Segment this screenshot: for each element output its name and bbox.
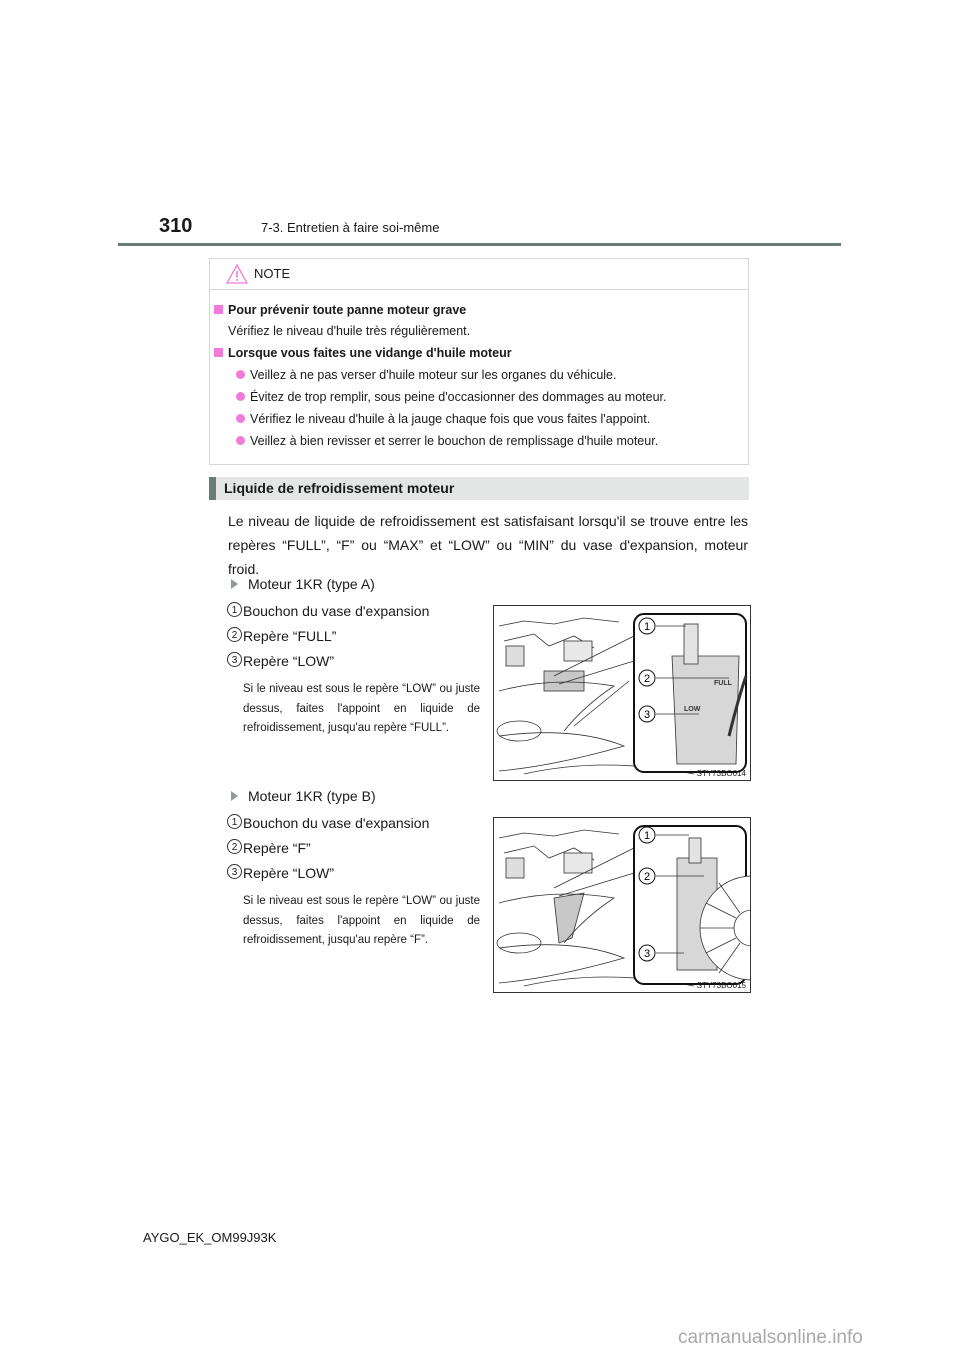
- round-bullet-icon: [236, 436, 245, 445]
- note-box: [209, 258, 749, 465]
- figure-code: STY73BO015: [696, 981, 746, 990]
- svg-text:2: 2: [643, 871, 651, 883]
- svg-text:3: 3: [643, 948, 651, 960]
- page-number: 310: [159, 215, 193, 237]
- note-heading-2: Lorsque vous faites une vidange d'huile moteur: [214, 346, 512, 360]
- svg-text:FULL: FULL: [714, 680, 732, 687]
- engine-a-item-2: 2 Repère “FULL”: [243, 628, 336, 644]
- engine-b-item-3: 3 Repère “LOW”: [243, 865, 334, 881]
- note-bullet: Veillez à bien revisser et serrer le bouchon de remplissage d'huile moteur.: [236, 434, 658, 448]
- note-bullet: Évitez de trop remplir, sous peine d'occasionner des dommages au moteur.: [236, 390, 667, 404]
- engine-b-title: Moteur 1KR (type B): [231, 788, 376, 804]
- warning-triangle-icon: [226, 264, 248, 284]
- engine-b-item-2: 2 Repère “F”: [243, 840, 311, 856]
- svg-text:3: 3: [643, 709, 651, 721]
- number-1-icon: 1: [227, 602, 242, 617]
- square-bullet-icon: [214, 348, 223, 357]
- note-text-1: Vérifiez le niveau d'huile très régulièrement.: [228, 324, 471, 338]
- engine-b-item-1: 1 Bouchon du vase d'expansion: [243, 815, 429, 831]
- number-3-icon: 3: [227, 652, 242, 667]
- note-header: [210, 259, 748, 290]
- figure-engine-b: [493, 817, 751, 993]
- section-intro: Le niveau de liquide de refroidissement est satisfaisant lorsqu'il se trouve entre les repères “FULL”, “F” ou “MAX” et “LOW” ou “MIN” du vase d'expansion, moteur froid.: [228, 513, 748, 577]
- figure-code: STY73BO014: [696, 769, 746, 778]
- engine-a-title: Moteur 1KR (type A): [231, 576, 375, 592]
- svg-text:1: 1: [643, 830, 651, 842]
- note-bullet: Veillez à ne pas verser d'huile moteur sur les organes du véhicule.: [236, 368, 616, 382]
- note-bullet: Vérifiez le niveau d'huile à la jauge chaque fois que vous faites l'appoint.: [236, 412, 650, 426]
- section-header: [209, 477, 749, 500]
- engine-b-note: Si le niveau est sous le repère “LOW” ou juste dessus, faites l'appoint en liquide de refroidissement, jusqu'au repère “F”.: [243, 895, 480, 946]
- number-3-icon: 3: [227, 864, 242, 879]
- triangle-bullet-icon: [231, 791, 238, 801]
- triangle-bullet-icon: [231, 579, 238, 589]
- round-bullet-icon: [236, 414, 245, 423]
- note-heading-1: Pour prévenir toute panne moteur grave: [214, 303, 466, 317]
- engine-a-item-1: 1 Bouchon du vase d'expansion: [243, 603, 429, 619]
- section-reference: 7-3. Entretien à faire soi-même: [261, 220, 440, 235]
- svg-text:1: 1: [643, 621, 651, 633]
- document-code: AYGO_EK_OM99J93K: [143, 1230, 277, 1245]
- number-2-icon: 2: [227, 627, 242, 642]
- coolant-reservoir-illustration: [494, 818, 751, 993]
- svg-text:LOW: LOW: [684, 706, 701, 713]
- note-title: NOTE: [254, 266, 291, 281]
- section-title: Liquide de refroidissement moteur: [224, 480, 455, 496]
- round-bullet-icon: [236, 392, 245, 401]
- watermark-link[interactable]: carmanualsonline.info: [678, 1327, 863, 1348]
- figure-engine-a: [493, 605, 751, 781]
- header-rule: [118, 243, 841, 246]
- round-bullet-icon: [236, 370, 245, 379]
- engine-a-note: Si le niveau est sous le repère “LOW” ou juste dessus, faites l'appoint en liquide de refroidissement, jusqu'au repère “FULL”.: [243, 683, 480, 734]
- coolant-reservoir-illustration: [494, 606, 751, 781]
- number-2-icon: 2: [227, 839, 242, 854]
- number-1-icon: 1: [227, 814, 242, 829]
- engine-a-item-3: 3 Repère “LOW”: [243, 653, 334, 669]
- svg-text:2: 2: [643, 673, 651, 685]
- square-bullet-icon: [214, 305, 223, 314]
